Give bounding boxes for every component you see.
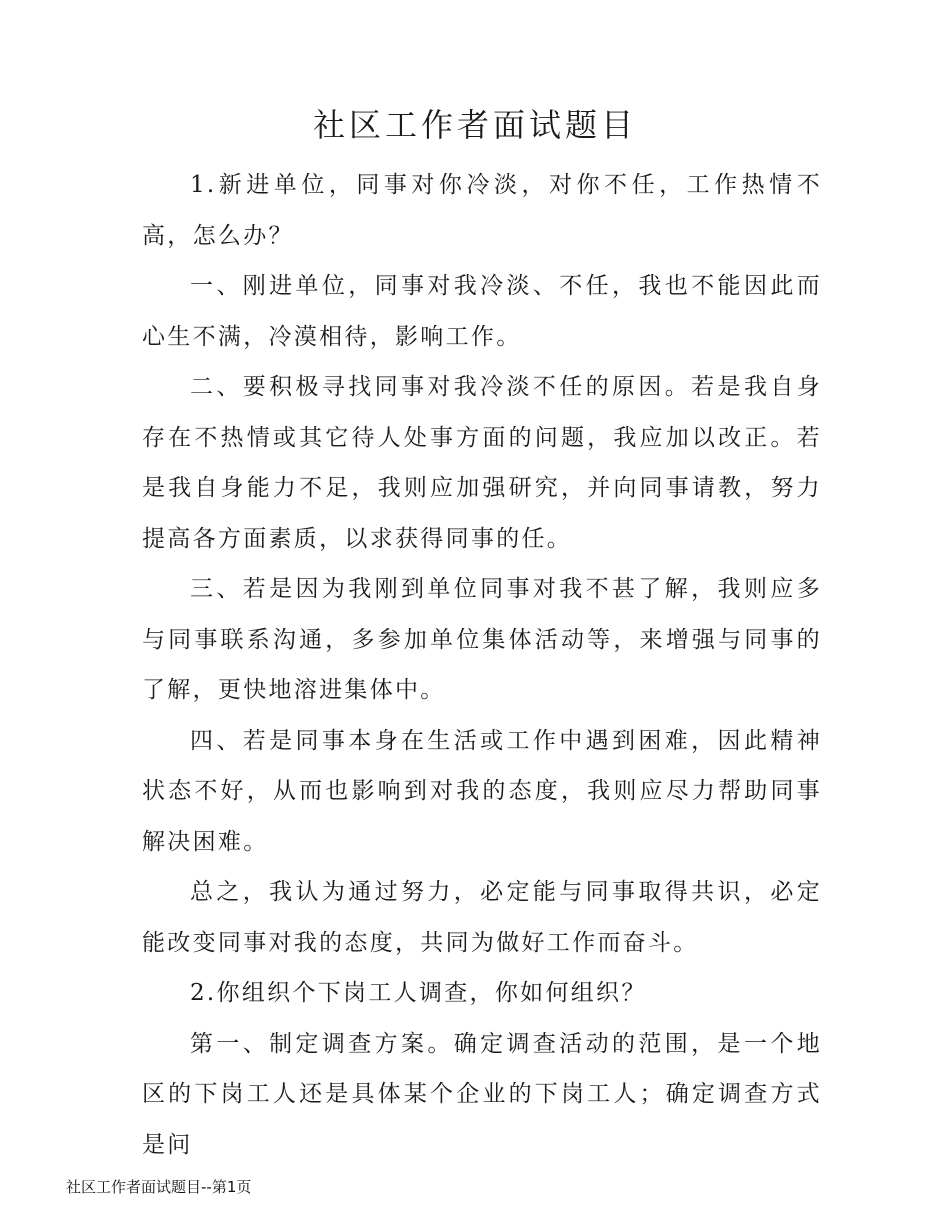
answer-step-1: 第一、制定调查方案。确定调查活动的范围，是一个地区的下岗工人还是具体某个企业的下岗工人；确定调查方式是问 xyxy=(142,1030,822,1158)
page-footer: 社区工作者面试题目--第1页 xyxy=(66,1178,252,1196)
answer-summary: 总之，我认为通过努力，必定能与同事取得共识，必定能改变同事对我的态度，共同为做好工作而奋斗。 xyxy=(142,879,822,956)
answer-point-1: 一、刚进单位，同事对我冷淡、不任，我也不能因此而心生不满，冷漠相待，影响工作。 xyxy=(142,273,822,350)
question-1: 1.新进单位，同事对你冷淡，对你不任，工作热情不高，怎么办？ xyxy=(142,172,822,249)
answer-point-4: 四、若是同事本身在生活或工作中遇到困难，因此精神状态不好，从而也影响到对我的态度，我则应尽力帮助同事解决困难。 xyxy=(142,727,822,855)
document-body xyxy=(142,160,822,1170)
answer-point-2: 二、要积极寻找同事对我冷淡不任的原因。若是我自身存在不热情或其它待人处事方面的问题，我应加以改正。若是我自身能力不足，我则应加强研究，并向同事请教，努力提高各方面素质，以求获得同事的任。 xyxy=(142,374,822,552)
question-2: 2.你组织个下岗工人调查，你如何组织？ xyxy=(190,980,647,1006)
document-title: 社区工作者面试题目 xyxy=(312,106,637,144)
answer-point-3: 三、若是因为我刚到单位同事对我不甚了解，我则应多与同事联系沟通，多参加单位集体活动等，来增强与同事的了解，更快地溶进集体中。 xyxy=(142,576,822,703)
